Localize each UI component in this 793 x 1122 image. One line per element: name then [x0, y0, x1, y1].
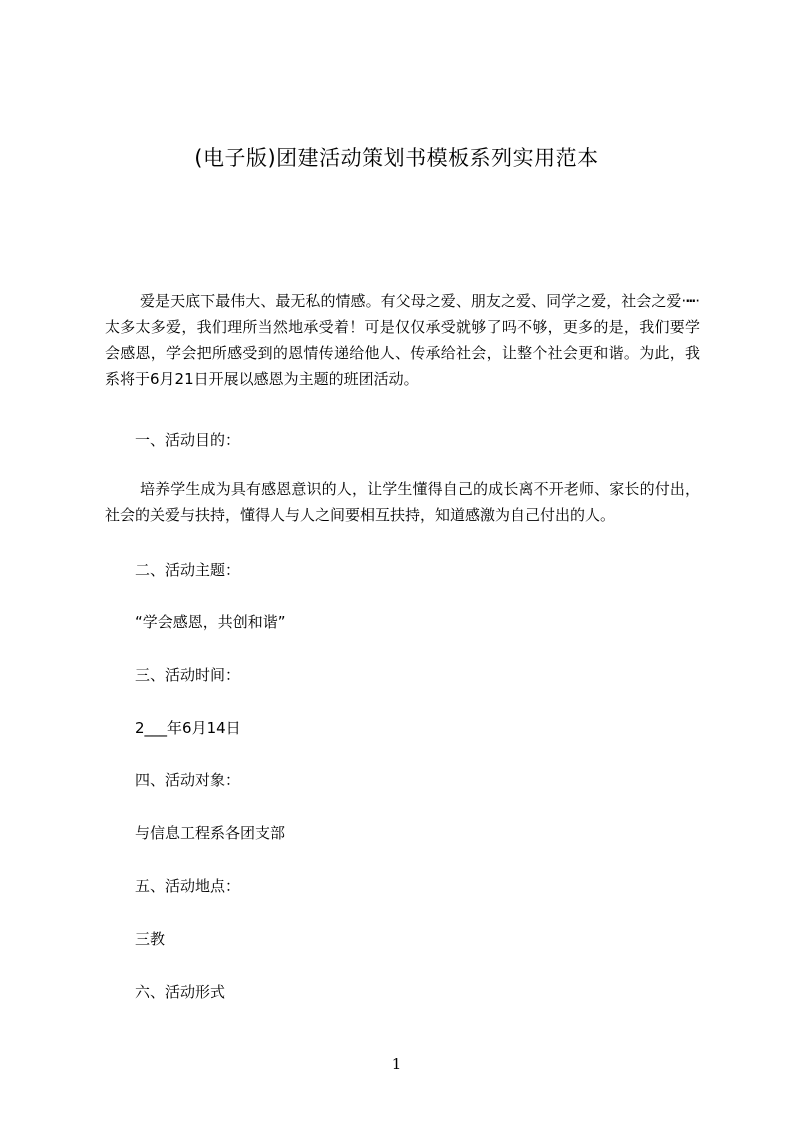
- section-body-audience: 与信息工程系各团支部: [135, 824, 286, 842]
- intro-paragraph: 爱是天底下最伟大、最无私的情感。有父母之爱、朋友之爱、同学之爱，社会之爱·┅·太多太多爱，我们理所当然地承受着！可是仅仅承受就够了吗不够，更多的是，我们要学会感恩，学会把所感受到的恩情传递给他人、传承给社会，让整个社会更和谐。为此，我系将于6月21日开展以感恩为主题的班团活动。: [105, 292, 700, 388]
- document-title: (电子版)团建活动策划书模板系列实用范本: [194, 146, 599, 170]
- section-heading-purpose: 一、活动目的：: [135, 431, 241, 449]
- section-body-purpose: 培养学生成为具有感恩意识的人，让学生懂得自己的成长离不开老师、家长的付出，社会的关爱与扶持，懂得人与人之间要相互扶持，知道感激为自己付出的人。: [105, 480, 700, 524]
- section-body-location: 三教: [135, 930, 166, 948]
- section-heading-theme: 二、活动主题：: [135, 561, 241, 579]
- page-number: 1: [391, 1055, 402, 1073]
- section-heading-location: 五、活动地点：: [135, 877, 241, 895]
- section-body-time: 2___年6月14日: [135, 719, 241, 737]
- section-heading-format: 六、活动形式: [135, 983, 226, 1001]
- section-body-theme: “学会感恩，共创和谐”: [135, 613, 286, 631]
- section-heading-time: 三、活动时间：: [135, 666, 241, 684]
- section-heading-audience: 四、活动对象：: [135, 771, 241, 789]
